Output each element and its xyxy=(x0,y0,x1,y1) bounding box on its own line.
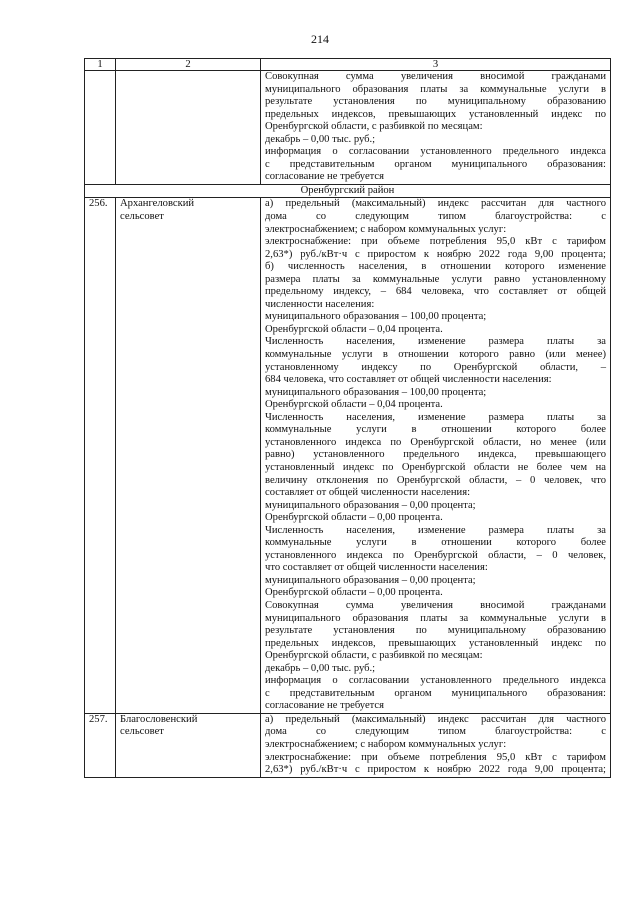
description-line: результате установления по муниципальному образованию xyxy=(265,96,606,108)
description-line: согласование не требуется xyxy=(265,700,385,712)
description-line: предельных индексов, превышающих установленный индекс по xyxy=(265,108,606,120)
description-line: Численность населения, изменение размера платы за xyxy=(265,524,606,536)
description-line: Совокупная сумма увеличения вносимой гражданами xyxy=(265,71,606,82)
description-line: составляет от общей численности населения: xyxy=(265,487,471,499)
description-line: согласование не требуется xyxy=(265,171,385,183)
description-line: Численность населения, изменение размера платы за xyxy=(265,336,606,348)
municipality-name: Благословенский сельсовет xyxy=(116,713,261,777)
municipality-name: Архангеловский сельсовет xyxy=(116,198,261,713)
region-title: Оренбургский район xyxy=(85,184,611,198)
table-row xyxy=(85,713,611,777)
description-line: коммунальные услуги в отношении которого более xyxy=(265,537,606,549)
row-number: 257. xyxy=(85,713,116,777)
description-line: равно) установленного предельного индекса, превышающего xyxy=(265,449,606,461)
row-description xyxy=(261,198,611,713)
description-line: электроснабжение: при объеме потребления 95,0 кВт с тарифом xyxy=(265,751,606,763)
description-line: коммунальные услуги в отношении которого более xyxy=(265,424,606,436)
row-number: 256. xyxy=(85,198,116,713)
description-line: муниципального образования платы за коммунальные услуги в xyxy=(265,612,606,624)
description-line: Оренбургской области, с разбивкой по месяцам: xyxy=(265,650,483,662)
description-line: результате установления по муниципальному образованию xyxy=(265,625,606,637)
continuation-name-cell xyxy=(116,71,261,185)
description-line: дома со следующим типом благоустройства: с xyxy=(265,726,606,738)
continuation-row xyxy=(85,71,611,185)
description-line: Оренбургской области – 0,04 процента. xyxy=(265,399,443,411)
description-line: Совокупная сумма увеличения вносимой гражданами xyxy=(265,599,606,611)
description-line: что составляет от общей численности населения: xyxy=(265,562,488,574)
description-line: с представительным органом муниципального образования: xyxy=(265,158,606,170)
description-line: муниципального образования – 0,00 процента; xyxy=(265,574,476,586)
description-line: а) предельный (максимальный) индекс рассчитан для частного xyxy=(265,198,606,210)
header-col-3: 3 xyxy=(261,59,611,71)
region-row xyxy=(85,184,611,198)
description-line: предельных индексов, превышающих установленный индекс по xyxy=(265,637,606,649)
description-line: с представительным органом муниципального образования: xyxy=(265,687,606,699)
description-line: предельному индексу, – 684 человека, что составляет от общей xyxy=(265,286,606,298)
description-line: коммунальные услуги в отношении которого равно (или менее) xyxy=(265,349,606,361)
description-line: электроснабжением; с набором коммунальных услуг: xyxy=(265,738,507,750)
description-line: а) предельный (максимальный) индекс рассчитан для частного xyxy=(265,713,606,725)
description-line: Оренбургской области – 0,04 процента. xyxy=(265,323,443,335)
description-line: 684 человека, что составляет от общей численности населения: xyxy=(265,374,552,386)
description-line: Оренбургской области, с разбивкой по месяцам: xyxy=(265,121,483,133)
description-line: электроснабжением; с набором коммунальных услуг: xyxy=(265,223,507,235)
description-line: величину отклонения по Оренбургской области, – 0 человек, что xyxy=(265,474,606,486)
description-line: муниципального образования – 100,00 процента; xyxy=(265,311,487,323)
description-line: информация о согласовании установленного предельного индекса xyxy=(265,675,606,687)
description-line: Численность населения, изменение размера платы за xyxy=(265,411,606,423)
description-line: муниципального образования – 100,00 процента; xyxy=(265,386,487,398)
continuation-num-cell xyxy=(85,71,116,185)
page-number: 214 xyxy=(311,32,329,46)
description-line: установленного индекса по Оренбургской области, – 0 человек, xyxy=(265,549,606,561)
description-line: декабрь – 0,00 тыс. руб.; xyxy=(265,662,376,674)
description-line: информация о согласовании установленного предельного индекса xyxy=(265,146,606,158)
description-line: размера платы за коммунальные услуги равно установленному xyxy=(265,273,606,285)
header-col-1: 1 xyxy=(85,59,116,71)
description-line: б) численность населения, в отношении которого изменение xyxy=(265,261,606,273)
description-line: численности населения: xyxy=(265,298,375,310)
description-line: 2,63*) руб./кВт·ч с приростом к ноябрю 2022 года 9,00 процента; xyxy=(265,764,606,776)
header-col-2: 2 xyxy=(116,59,261,71)
description-line: Оренбургской области – 0,00 процента. xyxy=(265,587,443,599)
table-row xyxy=(85,198,611,713)
description-line: муниципального образования – 0,00 процента; xyxy=(265,499,476,511)
description-line: декабрь – 0,00 тыс. руб.; xyxy=(265,133,376,145)
description-line: установленный индекс по Оренбургской области не более чем на xyxy=(265,461,606,473)
document-table xyxy=(84,58,611,778)
table-header-row xyxy=(85,59,611,71)
description-line: установленному индексу по Оренбургской области, – xyxy=(265,361,606,373)
description-line: 2,63*) руб./кВт·ч с приростом к ноябрю 2022 года 9,00 процента; xyxy=(265,248,606,260)
description-line: дома со следующим типом благоустройства: с xyxy=(265,211,606,223)
description-line: электроснабжение: при объеме потребления 95,0 кВт с тарифом xyxy=(265,236,606,248)
description-line: Оренбургской области – 0,00 процента. xyxy=(265,512,443,524)
description-line: установленного индекса по Оренбургской области, но менее (или xyxy=(265,436,606,448)
description-line: муниципального образования платы за коммунальные услуги в xyxy=(265,83,606,95)
continuation-description xyxy=(261,71,611,185)
row-description xyxy=(261,713,611,777)
